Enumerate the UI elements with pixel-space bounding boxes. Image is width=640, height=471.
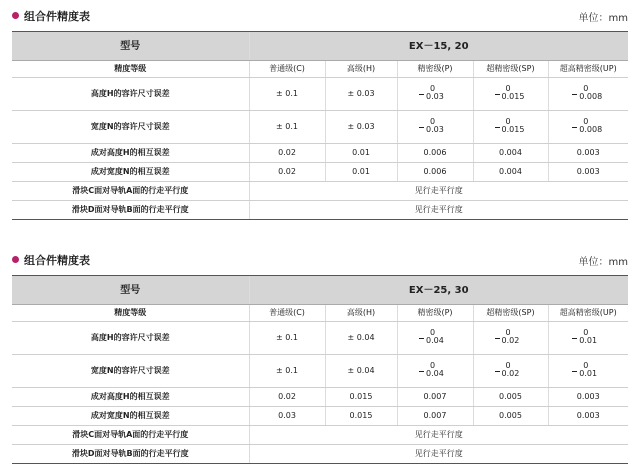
cell-up	[548, 322, 628, 355]
row-label: 滑块D面对导轨B面的行走平行度	[12, 201, 249, 220]
minus-sign	[495, 94, 500, 95]
cell-c: ± 0.1	[249, 78, 325, 111]
row-label: 宽度N的容许尺寸误差	[12, 355, 249, 388]
cell-c: 0.02	[249, 144, 325, 163]
unit-label: 单位：mm	[578, 257, 628, 268]
model-label: 型号	[12, 276, 249, 305]
grade-up: 超高精密级(UP)	[548, 61, 628, 78]
tolerance-value	[568, 360, 608, 380]
tolerance-value	[568, 116, 608, 136]
tolerance-zero: 0	[430, 327, 436, 337]
table-row	[12, 78, 628, 111]
table-row	[12, 201, 628, 220]
tolerance-zero: 0	[583, 360, 589, 370]
grade-row	[12, 305, 628, 322]
cell-c: 0.03	[249, 407, 325, 426]
grade-h: 高级(H)	[325, 61, 397, 78]
minus-sign	[495, 127, 500, 128]
parallel-value: 见行走平行度	[249, 445, 628, 464]
tolerance-neg: 0.008	[579, 91, 603, 101]
cell-sp: 0.005	[473, 407, 548, 426]
tolerance-value	[568, 327, 608, 347]
section-header	[0, 250, 640, 272]
table-row	[12, 182, 628, 201]
grade-up: 超高精密级(UP)	[548, 305, 628, 322]
tolerance-neg: 0.015	[501, 91, 525, 101]
cell-sp	[473, 111, 548, 144]
cell-up	[548, 355, 628, 388]
tolerance-neg: 0.04	[426, 368, 444, 378]
cell-h: ± 0.04	[325, 322, 397, 355]
section-title: 组合件精度表	[24, 254, 90, 267]
tolerance-neg: 0.01	[579, 368, 598, 378]
minus-sign	[419, 127, 424, 128]
tolerance-zero: 0	[430, 83, 436, 93]
cell-h: 0.01	[325, 144, 397, 163]
grade-row	[12, 61, 628, 78]
tolerance-zero: 0	[505, 360, 511, 370]
row-label: 成对宽度N的相互误差	[12, 407, 249, 426]
grade-p: 精密级(P)	[397, 305, 473, 322]
row-label: 滑块C面对导轨A面的行走平行度	[12, 182, 249, 201]
model-value: EX－25, 30	[249, 276, 628, 305]
cell-h: ± 0.04	[325, 355, 397, 388]
cell-sp: 0.004	[473, 163, 548, 182]
cell-h: ± 0.03	[325, 111, 397, 144]
cell-h: 0.01	[325, 163, 397, 182]
cell-p: 0.006	[397, 144, 473, 163]
tolerance-neg: 0.02	[501, 368, 520, 378]
precision-table	[12, 275, 628, 464]
tolerance-value	[415, 360, 455, 380]
model-label: 型号	[12, 32, 249, 61]
tolerance-zero: 0	[583, 327, 589, 337]
row-label: 成对高度H的相互误差	[12, 388, 249, 407]
grade-p: 精密级(P)	[397, 61, 473, 78]
minus-sign	[419, 338, 424, 339]
precision-section-1	[0, 6, 640, 214]
cell-up	[548, 111, 628, 144]
model-row	[12, 32, 628, 61]
table-row	[12, 426, 628, 445]
minus-sign	[572, 371, 577, 372]
row-label: 高度H的容许尺寸误差	[12, 322, 249, 355]
grade-h: 高级(H)	[325, 305, 397, 322]
tolerance-neg: 0.01	[579, 335, 598, 345]
section-header	[0, 6, 640, 28]
unit-label: 单位：mm	[578, 13, 628, 24]
tolerance-neg: 0.03	[426, 91, 444, 101]
minus-sign	[495, 338, 500, 339]
tolerance-value	[415, 327, 455, 347]
tolerance-value	[491, 83, 531, 103]
cell-p: 0.007	[397, 407, 473, 426]
minus-sign	[572, 94, 577, 95]
minus-sign	[419, 94, 424, 95]
tolerance-value	[415, 83, 455, 103]
table-row	[12, 445, 628, 464]
table-row	[12, 144, 628, 163]
cell-p	[397, 322, 473, 355]
tolerance-neg: 0.008	[579, 124, 603, 134]
tolerance-neg: 0.03	[426, 124, 444, 134]
row-label: 成对高度H的相互误差	[12, 144, 249, 163]
tolerance-value	[491, 327, 531, 347]
row-label: 宽度N的容许尺寸误差	[12, 111, 249, 144]
tolerance-zero: 0	[430, 360, 436, 370]
tolerance-neg: 0.015	[501, 124, 525, 134]
tolerance-zero: 0	[430, 116, 436, 126]
parallel-value: 见行走平行度	[249, 426, 628, 445]
table-row	[12, 163, 628, 182]
cell-sp: 0.004	[473, 144, 548, 163]
row-label: 高度H的容许尺寸误差	[12, 78, 249, 111]
cell-p: 0.007	[397, 388, 473, 407]
tolerance-zero: 0	[505, 116, 511, 126]
cell-p	[397, 355, 473, 388]
table-row	[12, 322, 628, 355]
cell-c: 0.02	[249, 163, 325, 182]
cell-sp	[473, 355, 548, 388]
tolerance-neg: 0.04	[426, 335, 444, 345]
grade-c: 普通级(C)	[249, 61, 325, 78]
tolerance-zero: 0	[505, 83, 511, 93]
cell-up: 0.003	[548, 388, 628, 407]
row-label: 成对宽度N的相互误差	[12, 163, 249, 182]
tolerance-neg: 0.02	[501, 335, 520, 345]
parallel-value: 见行走平行度	[249, 201, 628, 220]
grade-sp: 超精密级(SP)	[473, 305, 548, 322]
cell-h: 0.015	[325, 407, 397, 426]
cell-sp	[473, 78, 548, 111]
tolerance-value	[568, 83, 608, 103]
cell-c: ± 0.1	[249, 322, 325, 355]
cell-p	[397, 111, 473, 144]
row-label: 滑块D面对导轨B面的行走平行度	[12, 445, 249, 464]
cell-up: 0.003	[548, 163, 628, 182]
grade-sp: 超精密级(SP)	[473, 61, 548, 78]
bullet-icon	[12, 12, 19, 19]
table-row	[12, 388, 628, 407]
precision-section-2	[0, 250, 640, 458]
cell-sp: 0.005	[473, 388, 548, 407]
cell-sp	[473, 322, 548, 355]
minus-sign	[572, 338, 577, 339]
minus-sign	[495, 371, 500, 372]
precision-table	[12, 31, 628, 220]
cell-h: 0.015	[325, 388, 397, 407]
tolerance-value	[415, 116, 455, 136]
grade-label: 精度等级	[12, 61, 249, 78]
bullet-icon	[12, 256, 19, 263]
model-row	[12, 276, 628, 305]
cell-up: 0.003	[548, 407, 628, 426]
cell-p	[397, 78, 473, 111]
cell-c: ± 0.1	[249, 355, 325, 388]
cell-up: 0.003	[548, 144, 628, 163]
model-value: EX－15, 20	[249, 32, 628, 61]
grade-c: 普通级(C)	[249, 305, 325, 322]
table-row	[12, 355, 628, 388]
cell-up	[548, 78, 628, 111]
section-title: 组合件精度表	[24, 10, 90, 23]
cell-c: 0.02	[249, 388, 325, 407]
minus-sign	[419, 371, 424, 372]
table-row	[12, 111, 628, 144]
cell-p: 0.006	[397, 163, 473, 182]
tolerance-zero: 0	[583, 83, 589, 93]
tolerance-zero: 0	[583, 116, 589, 126]
cell-c: ± 0.1	[249, 111, 325, 144]
tolerance-value	[491, 116, 531, 136]
grade-label: 精度等级	[12, 305, 249, 322]
tolerance-value	[491, 360, 531, 380]
cell-h: ± 0.03	[325, 78, 397, 111]
minus-sign	[572, 127, 577, 128]
tolerance-zero: 0	[505, 327, 511, 337]
table-row	[12, 407, 628, 426]
row-label: 滑块C面对导轨A面的行走平行度	[12, 426, 249, 445]
parallel-value: 见行走平行度	[249, 182, 628, 201]
